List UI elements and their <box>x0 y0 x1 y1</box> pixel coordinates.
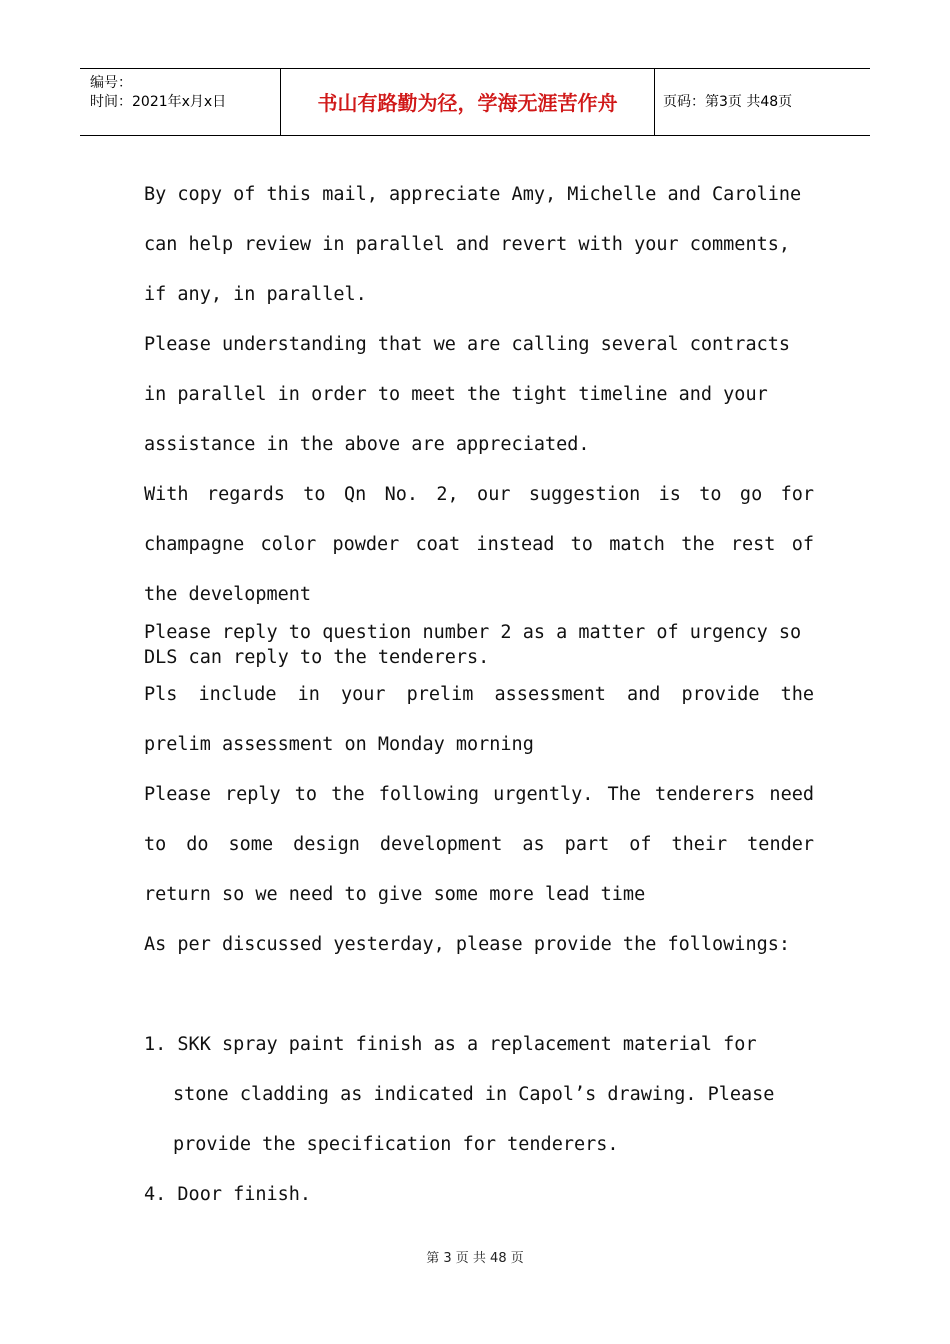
header-date-label: 时间：2021年x月x日 <box>90 94 227 110</box>
paragraph-parallel-contracts <box>144 320 814 470</box>
text-line: champagne color powder coat instead to match the rest of <box>144 534 814 555</box>
paragraph-prelim-assessment <box>144 670 814 770</box>
text-line: Please reply to the following urgently. The tenderers need <box>144 784 814 805</box>
list-item-door-finish <box>144 1170 814 1220</box>
text-line: 1. SKK spray paint finish as a replacement material for <box>144 1034 757 1055</box>
text-line: 4. Door finish. <box>144 1184 312 1205</box>
header-page-label: 页码：第3页 共48页 <box>663 94 793 110</box>
paragraph-followings-intro <box>144 920 814 970</box>
header-meta-cell <box>80 69 281 135</box>
paragraph-copy-mail <box>144 170 814 320</box>
paragraph-design-development <box>144 770 814 920</box>
text-line: Please understanding that we are calling several contracts <box>144 334 791 355</box>
paragraph-qn2-suggestion <box>144 470 814 620</box>
text-line: if any, in parallel. <box>144 284 367 305</box>
text-line: prelim assessment on Monday morning <box>144 734 534 755</box>
text-line: As per discussed yesterday, please provide the followings: <box>144 934 791 955</box>
text-line: With regards to Qn No. 2, our suggestion is to go for <box>144 484 814 505</box>
text-line: in parallel in order to meet the tight timeline and your <box>144 384 768 405</box>
text-line: Pls include in your prelim assessment and provide the <box>144 684 814 705</box>
text-line: stone cladding as indicated in Capol’s drawing. Please <box>173 1084 775 1105</box>
paragraph-urgent-reply <box>144 620 814 670</box>
header-number-label: 编号： <box>90 75 132 91</box>
text-line: By copy of this mail, appreciate Amy, Michelle and Caroline <box>144 184 802 205</box>
text-line: provide the specification for tenderers. <box>173 1134 619 1155</box>
text-line: DLS can reply to the tenderers. <box>144 647 490 668</box>
list-item-skk-paint <box>144 1020 814 1170</box>
text-line: assistance in the above are appreciated. <box>144 434 590 455</box>
blank-line <box>144 970 814 1020</box>
page-header <box>80 68 870 136</box>
document-body <box>144 170 814 1220</box>
page-footer: 第 3 页 共 48 页 <box>426 1251 524 1266</box>
text-line: Please reply to question number 2 as a matter of urgency so <box>144 622 802 643</box>
header-motto: 书山有路勤为径，学海无涯苦作舟 <box>281 69 655 135</box>
text-line: return so we need to give some more lead time <box>144 884 646 905</box>
text-line: can help review in parallel and revert with your comments, <box>144 234 791 255</box>
text-line: the development <box>144 584 312 605</box>
text-line: to do some design development as part of their tender <box>144 834 814 855</box>
